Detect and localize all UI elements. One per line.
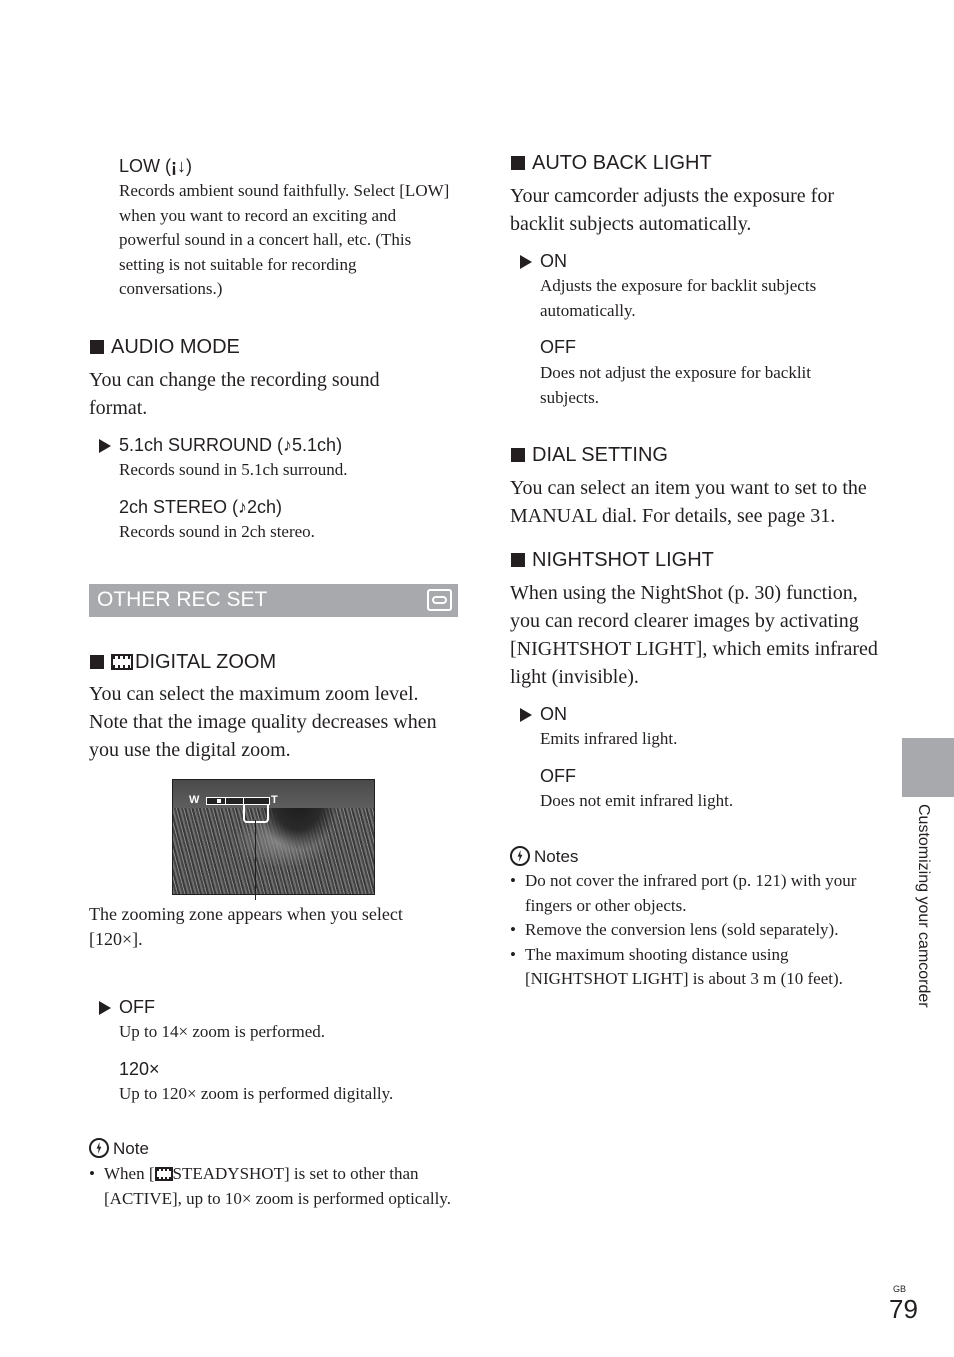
square-bullet-icon <box>90 340 104 354</box>
zoom-caption: The zooming zone appears when you select [120×]. <box>89 904 403 949</box>
low-option-description: Records ambient sound faithfully. Select [LOW] when you want to record an exciting and powerful sound in a concert hall, etc. (This setting is not suitable for recording conversations.) <box>119 181 450 298</box>
surround-option-label: 5.1ch SURROUND (♪5.1ch) <box>119 435 343 455</box>
default-marker-icon <box>520 255 532 269</box>
auto-back-light-intro: Your camcorder adjusts the exposure for backlit subjects automatically. <box>510 185 834 235</box>
region-code: GB <box>893 1284 907 1294</box>
nightshot-light-heading: NIGHTSHOT LIGHT <box>511 548 714 572</box>
chapter-tab <box>902 738 954 797</box>
auto-back-light-heading: AUTO BACK LIGHT <box>511 151 712 175</box>
back-light-on-description: Adjusts the exposure for backlit subjects automatically. <box>540 276 817 320</box>
default-marker-icon <box>99 1001 111 1015</box>
zoom-preview-image <box>172 779 375 895</box>
digital-zoom-intro: You can select the maximum zoom level. Note that the image quality decreases when you use the digital zoom. <box>89 683 437 761</box>
default-marker-icon <box>99 439 111 453</box>
page-number: 79 <box>889 1294 918 1324</box>
note-item: • Do not cover the infrared port (p. 121) with your fingers or other objects. <box>510 869 870 918</box>
note-icon <box>89 1138 109 1158</box>
note-item: • When [ STEADYSHOT] is set to other than [ACTIVE], up to 10× zoom is performed optically. <box>89 1162 454 1211</box>
default-marker-icon <box>520 708 532 722</box>
dial-setting-heading: DIAL SETTING <box>511 443 668 467</box>
stereo-option-description: Records sound in 2ch stereo. <box>119 522 315 541</box>
stereo-option-label: 2ch STEREO (♪2ch) <box>119 497 283 517</box>
nightshot-off-label: OFF <box>540 766 576 786</box>
note-list <box>89 1162 454 1211</box>
notes-list <box>510 869 870 992</box>
nightshot-off-description: Does not emit infrared light. <box>540 791 734 810</box>
zoom-bar <box>206 797 270 805</box>
note-heading: Note <box>89 1138 149 1160</box>
zoom-off-description: Up to 14× zoom is performed. <box>119 1022 325 1041</box>
camera-mode-icon <box>427 589 452 611</box>
notes-heading: Notes <box>510 846 578 868</box>
zoom-120-description: Up to 120× zoom is performed digitally. <box>119 1084 394 1103</box>
back-light-off-description: Does not adjust the exposure for backlit subjects. <box>540 363 811 407</box>
zoom-off-label: OFF <box>119 997 155 1017</box>
back-light-off-label: OFF <box>540 337 576 357</box>
square-bullet-icon <box>511 448 525 462</box>
square-bullet-icon <box>511 156 525 170</box>
note-item: • The maximum shooting distance using [NIGHTSHOT LIGHT] is about 3 m (10 feet). <box>510 943 870 992</box>
chapter-tab-label: Customizing your camcorder <box>915 804 932 1008</box>
nightshot-on-label: ON <box>540 704 567 724</box>
leader-line <box>255 820 256 900</box>
film-icon <box>111 654 133 670</box>
nightshot-on-description: Emits infrared light. <box>540 729 678 748</box>
digital-zoom-heading: DIGITAL ZOOM <box>90 650 276 674</box>
zoom-t-label: T <box>271 794 278 806</box>
audio-mode-intro: You can change the recording sound format. <box>89 369 380 419</box>
zoom-zone-bracket <box>243 805 269 823</box>
note-icon <box>510 846 530 866</box>
zoom-120-label: 120× <box>119 1059 160 1079</box>
note-item: • Remove the conversion lens (sold separately). <box>510 918 870 943</box>
zoom-w-label: W <box>189 794 200 806</box>
section-title: OTHER REC SET <box>97 588 268 611</box>
other-rec-set-bar <box>89 584 458 617</box>
nightshot-light-intro: When using the NightShot (p. 30) function, you can record clearer images by activating [NIGHTSHOT LIGHT], which emits infrared light (invisible). <box>510 582 878 688</box>
low-option-label: LOW (¡↓) <box>119 156 192 176</box>
dial-setting-intro: You can select an item you want to set to the MANUAL dial. For details, see page 31. <box>510 477 867 527</box>
low-mic-icon: ¡↓ <box>171 156 186 176</box>
surround-option-description: Records sound in 5.1ch surround. <box>119 460 348 479</box>
back-light-on-label: ON <box>540 251 567 271</box>
audio-mode-heading: AUDIO MODE <box>90 335 240 359</box>
square-bullet-icon <box>511 553 525 567</box>
film-icon <box>155 1167 173 1181</box>
square-bullet-icon <box>90 655 104 669</box>
